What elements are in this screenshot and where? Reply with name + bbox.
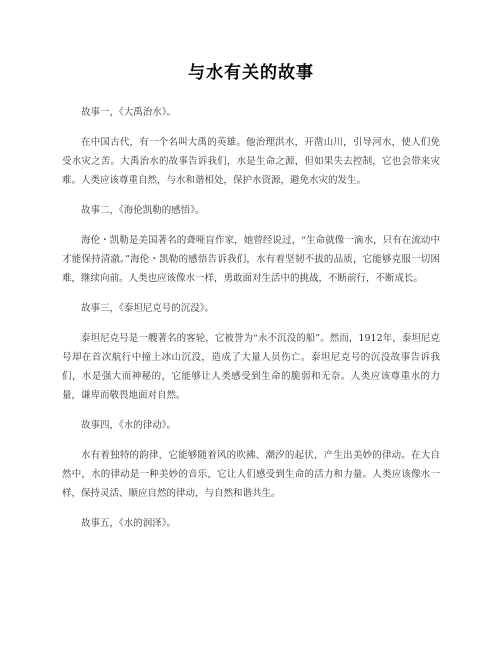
story-body-4: 水有着独特的韵律，它能够随着风的吹拂、潮汐的起伏，产生出美妙的律动。在大自然中，水的律动是一种美妙的音乐，它让人们感受到生命的活力和力量。人类应该像水一样，保持灵活、顺应自然的律动，与自然和谐共生。 [62, 450, 440, 499]
document-title: 与水有关的故事 [188, 63, 314, 83]
story-body-2: 海伦・凯勒是美国著名的聋哑盲作家，她曾经说过，“生命就像一滴水，只有在流动中才能保持清澈。”海伦・凯勒的感悟告诉我们，水有着坚韧不拔的品质，它能够克服一切困难，继续向前。人类也应该像水一样，勇敢面对生活中的挑战，不断前行，不断成长。 [62, 235, 440, 284]
document-page [62, 58, 440, 544]
story-body-1: 在中国古代，有一个名叫大禹的英雄。他治理洪水，开凿山川，引导河水，使人们免受水灾之苦。大禹治水的故事告诉我们，水是生命之源，但如果失去控制，它也会带来灾难。人类应该尊重自然，与水和谐相处，保护水资源，避免水灾的发生。 [62, 137, 440, 186]
story-body-3: 泰坦尼克号是一艘著名的客轮，它被誉为“永不沉没的船”。然而，1912年，泰坦尼克号却在首次航行中撞上冰山沉没，造成了大量人员伤亡。泰坦尼克号的沉没故事告诉我们，水是强大而神秘的，它能够让人类感受到生命的脆弱和无奈。人类应该尊重水的力量，谦卑而敬畏地面对自然。 [62, 333, 440, 401]
story-heading-2: 故事二，《海伦凯勒的感悟》。 [81, 205, 205, 216]
story-heading-3: 故事三，《泰坦尼克号的沉没》。 [81, 303, 215, 314]
story-heading-4: 故事四，《水的律动》。 [81, 420, 177, 431]
story-heading-5: 故事五，《水的润泽》。 [81, 518, 177, 529]
story-heading-1: 故事一，《大禹治水》。 [81, 107, 177, 118]
